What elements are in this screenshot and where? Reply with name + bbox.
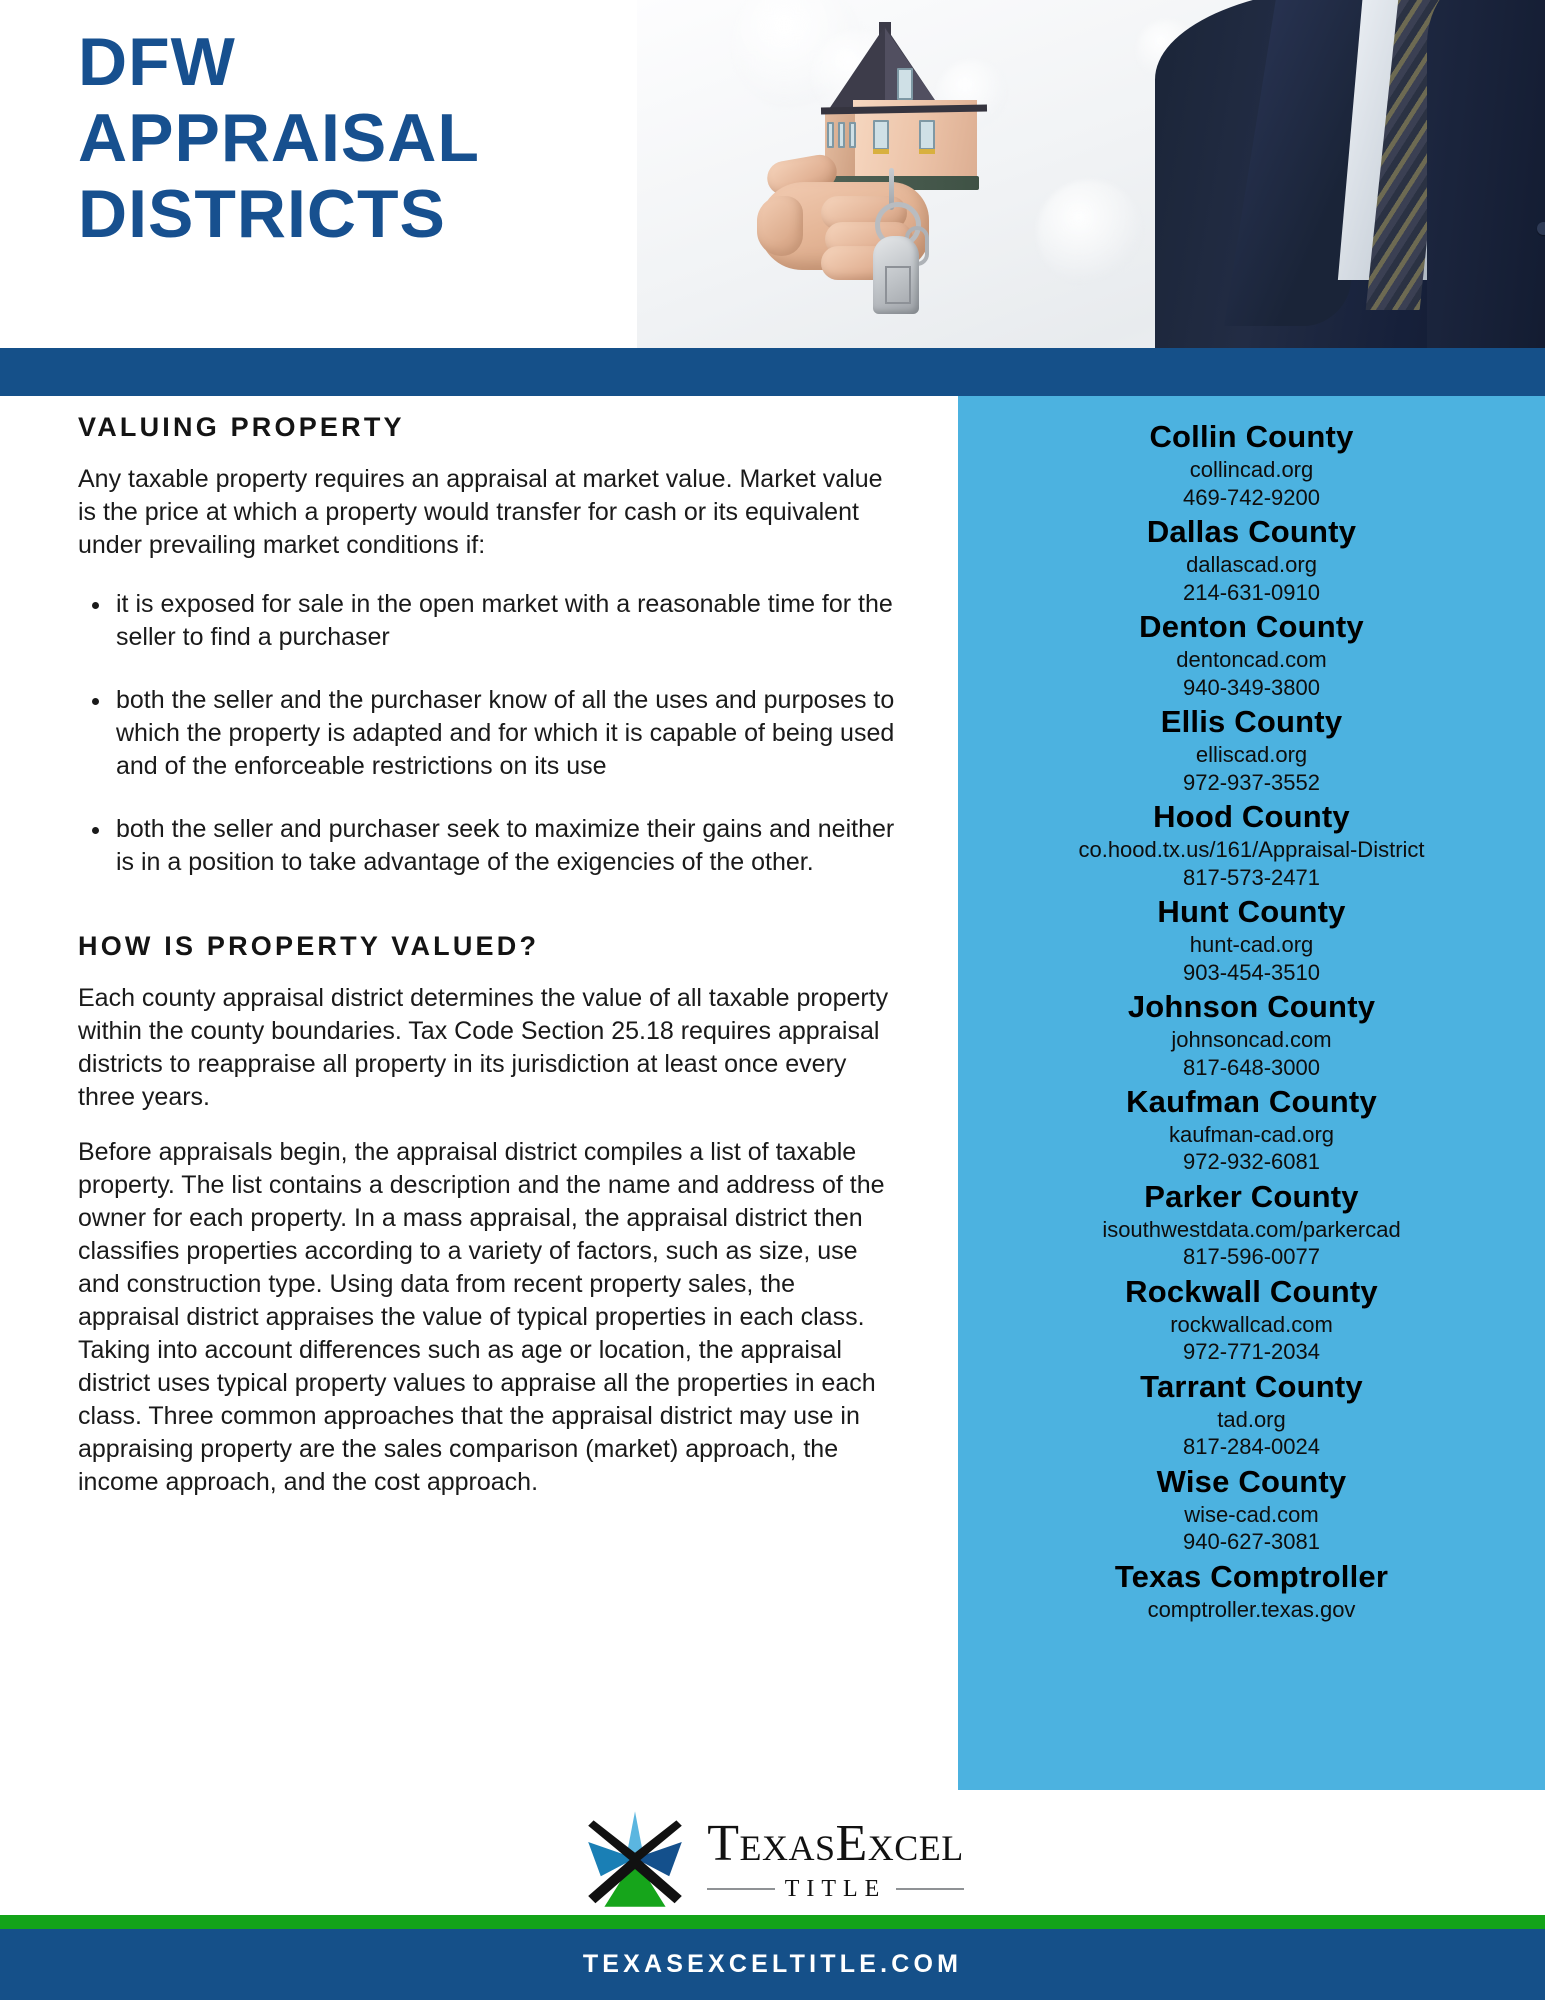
county-name: Denton County — [1139, 608, 1364, 644]
county-name: Hunt County — [1157, 893, 1346, 929]
county-entry — [968, 418, 1535, 511]
county-entry — [968, 1463, 1535, 1556]
county-website[interactable]: hunt-cad.org — [1189, 932, 1314, 958]
county-website[interactable]: tad.org — [1217, 1407, 1286, 1433]
window-icon — [838, 122, 845, 148]
suit-right-panel — [1427, 0, 1545, 348]
page-title-line-3: DISTRICTS — [78, 176, 446, 253]
county-entry — [968, 1558, 1535, 1624]
county-name: Parker County — [1144, 1178, 1359, 1214]
suit-button — [1537, 222, 1545, 235]
county-entry — [968, 893, 1535, 986]
page-title-line-1: DFW — [78, 24, 236, 100]
bokeh-light — [1037, 180, 1142, 285]
list-item: both the seller and the purchaser know of all the uses and purposes to which the property is adapted and for which it is capable of being used and of the enforceable restrictions on its use — [78, 684, 900, 783]
county-name: Dallas County — [1146, 513, 1357, 549]
county-name: Texas Comptroller — [1114, 1558, 1389, 1594]
businessman-suit — [1155, 0, 1545, 348]
county-name: Hood County — [1153, 798, 1350, 834]
window-icon — [919, 120, 935, 150]
county-phone[interactable]: 940-349-3800 — [1182, 674, 1320, 700]
section-heading-how-is-property-valued: HOW IS PROPERTY VALUED? — [78, 931, 540, 961]
page-title — [78, 24, 638, 252]
valuing-property-bullet-list — [78, 588, 900, 879]
county-phone[interactable]: 940-627-3081 — [1182, 1529, 1320, 1555]
county-website[interactable]: collincad.org — [1189, 457, 1314, 483]
county-entry — [968, 608, 1535, 701]
logo-rule-left — [707, 1888, 774, 1890]
logo-word: TexasExcel — [707, 1814, 964, 1872]
county-phone[interactable]: 214-631-0910 — [1182, 579, 1320, 605]
logo-subtitle-row — [707, 1876, 964, 1903]
list-item: both the seller and purchaser seek to maximize their gains and neither is in a position to take advantage of the exigencies of the other. — [78, 813, 900, 879]
county-phone[interactable]: 972-771-2034 — [1182, 1339, 1320, 1365]
county-contact-sidebar — [958, 396, 1545, 1790]
county-phone[interactable]: 972-932-6081 — [1182, 1149, 1320, 1175]
county-website[interactable]: dentoncad.com — [1176, 647, 1327, 673]
header-photo — [637, 0, 1545, 348]
window-icon — [873, 120, 889, 150]
county-name: Tarrant County — [1140, 1368, 1363, 1404]
window-icon — [827, 122, 834, 148]
logo-subtitle: TITLE — [784, 1875, 887, 1902]
footer-website-url[interactable]: TEXASEXCELTITLE.COM — [582, 1950, 963, 1978]
footer-bar — [0, 1929, 1545, 2000]
page-title-line-2: APPRAISAL — [78, 100, 480, 177]
footer-green-stripe — [0, 1915, 1545, 1929]
list-item: it is exposed for sale in the open market with a reasonable time for the seller to find a purchaser — [78, 588, 900, 654]
section-heading-valuing-property: VALUING PROPERTY — [78, 412, 405, 442]
county-website[interactable]: comptroller.texas.gov — [1147, 1597, 1356, 1623]
paragraph: Each county appraisal district determines the value of all taxable property within the county boundaries. Tax Code Section 25.18 requires appraisal districts to reappraise all property in its jurisdiction at least once every three years. — [78, 984, 889, 1111]
county-name: Collin County — [1149, 419, 1354, 454]
county-name: Kaufman County — [1126, 1083, 1377, 1119]
logo-wordmark — [707, 1814, 964, 1903]
county-entry — [968, 1368, 1535, 1461]
county-name: Johnson County — [1127, 988, 1376, 1024]
texas-excel-star-icon — [581, 1806, 689, 1914]
county-entry — [968, 1083, 1535, 1176]
county-website[interactable]: elliscad.org — [1195, 742, 1308, 768]
county-phone[interactable]: 817-596-0077 — [1182, 1244, 1320, 1270]
main-content — [78, 412, 900, 1521]
paragraph: Any taxable property requires an appraisal at market value. Market value is the price at which a property would transfer for cash or its equivalent under prevailing market conditions if: — [78, 465, 883, 559]
window-icon — [849, 122, 856, 148]
thumb — [757, 196, 803, 256]
county-website[interactable]: co.hood.tx.us/161/Appraisal-District — [1078, 837, 1425, 863]
county-website[interactable]: johnsoncad.com — [1171, 1027, 1332, 1053]
header-divider-bar — [0, 348, 1545, 396]
county-website[interactable]: rockwallcad.com — [1170, 1312, 1333, 1338]
county-phone[interactable]: 469-742-9200 — [1182, 484, 1320, 510]
county-phone[interactable]: 903-454-3510 — [1182, 959, 1320, 985]
county-website[interactable]: wise-cad.com — [1184, 1502, 1319, 1528]
county-entry — [968, 988, 1535, 1081]
window-icon — [897, 68, 913, 100]
county-phone[interactable]: 972-937-3552 — [1182, 769, 1320, 795]
county-phone[interactable]: 817-573-2471 — [1182, 864, 1320, 890]
logo-rule-right — [896, 1888, 963, 1890]
county-entry — [968, 1273, 1535, 1366]
county-entry — [968, 703, 1535, 796]
county-phone[interactable]: 817-648-3000 — [1182, 1054, 1320, 1080]
county-phone[interactable]: 817-284-0024 — [1182, 1434, 1320, 1460]
county-entry — [968, 1178, 1535, 1271]
house-key-fob-icon — [873, 236, 919, 314]
county-name: Rockwall County — [1125, 1273, 1378, 1309]
company-logo — [0, 1800, 1545, 1920]
county-name: Wise County — [1156, 1463, 1347, 1499]
county-website[interactable]: isouthwestdata.com/parkercad — [1102, 1217, 1401, 1243]
county-entry — [968, 513, 1535, 606]
county-website[interactable]: dallascad.org — [1186, 552, 1317, 578]
county-name: Ellis County — [1160, 703, 1343, 739]
county-website[interactable]: kaufman-cad.org — [1168, 1122, 1335, 1148]
page-header — [0, 0, 1545, 348]
county-entry — [968, 798, 1535, 891]
paragraph: Before appraisals begin, the appraisal district compiles a list of taxable property. The list contains a description and the name and address of the owner for each property. In a mass appraisal, the appraisal district then classifies properties according to a variety of factors, such as size, use and construction type. Using data from recent property sales, the appraisal district appraises the value of typical properties in each class. Taking into account differences such as age or location, the appraisal district uses typical property values to appraise all the properties in each class. Three common approaches that the appraisal district may use in appraising property are the sales comparison (market) approach, the income approach, and the cost approach. — [78, 1138, 885, 1496]
